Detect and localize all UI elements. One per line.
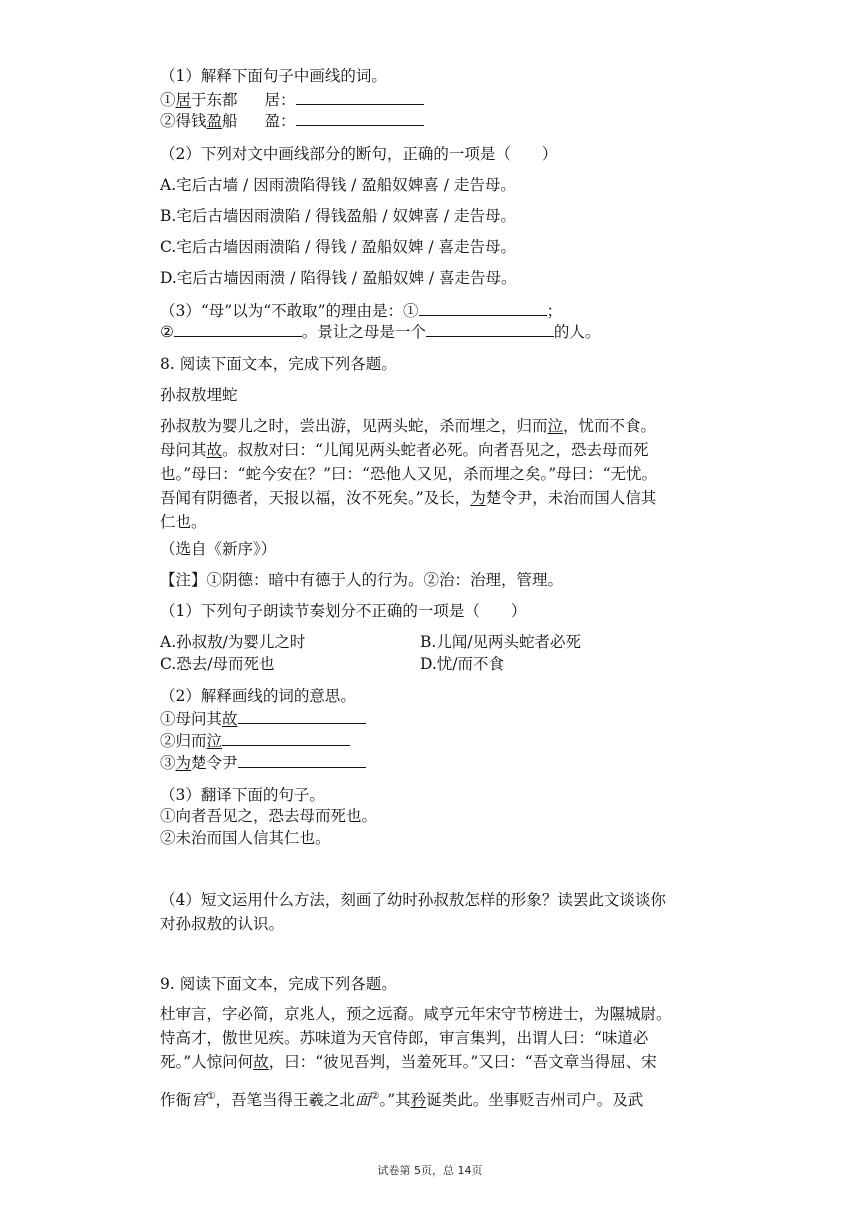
sentence-text: 于东都 — [191, 91, 238, 109]
q7-option-c: C.宅后古墙因雨溃陷 / 得钱 / 盈船奴婢 / 喜走告母。 — [160, 238, 516, 256]
sentence-text: 得钱 — [175, 112, 207, 130]
circled-number: ② — [160, 112, 176, 130]
answer-blank[interactable] — [426, 322, 554, 337]
q7-sub3-line2 — [160, 322, 600, 342]
q9-heading: 9. 阅读下面文本，完成下列各题。 — [160, 975, 397, 993]
q8-translate1: ①向者吾见之，恐去母而死也。 — [160, 807, 378, 825]
sentence-text: ①母问其 — [160, 710, 223, 728]
underlined-word: 故 — [206, 441, 223, 459]
answer-blank[interactable] — [222, 731, 350, 746]
sentence-text: ②归而 — [160, 732, 207, 750]
answer-blank[interactable] — [238, 709, 366, 724]
underlined-word: 矜 — [410, 1091, 427, 1109]
circled-number: ① — [160, 91, 176, 109]
q8-sub4-line2: 对孙叔敖的认识。 — [160, 915, 285, 933]
q8-option-c: C.恐去/母而死也 — [160, 655, 275, 673]
question-text: 。景让之母是一个 — [301, 323, 426, 341]
passage-text: 。叔敖对曰：“儿闻见两头蛇者必死。向者吾见之，恐去母而死 — [222, 441, 649, 459]
q7-sub2-title: （2）下列对文中画线部分的断句，正确的一项是（ ） — [160, 145, 558, 163]
q8-translate2: ②未治而国人信其仁也。 — [160, 829, 331, 847]
underlined-word: 居 — [175, 91, 192, 109]
q8-sub3-title: （3）翻译下面的句子。 — [160, 786, 325, 804]
passage-text: ，吾笔当得王羲之北 — [215, 1091, 356, 1109]
q9-passage-line4 — [160, 1090, 643, 1110]
answer-blank[interactable] — [296, 90, 424, 105]
q8-passage-line2 — [160, 440, 648, 460]
italic-word: 面 — [355, 1091, 371, 1109]
passage-text: 作衙 — [160, 1091, 192, 1109]
sentence-text: 船 — [222, 112, 238, 130]
q8-option-d: D.忧/而不食 — [420, 655, 505, 673]
passage-text: 吾闻有阴德者，天报以福，汝不死矣。”及长， — [160, 489, 471, 507]
q7-sub3-line1 — [160, 301, 562, 321]
q8-option-a: A.孙叔敖/为婴儿之时 — [160, 633, 306, 651]
answer-blank[interactable] — [238, 753, 366, 768]
underlined-word: 泣 — [206, 732, 223, 750]
punctuation: ； — [546, 302, 563, 320]
q8-heading: 8. 阅读下面文本，完成下列各题。 — [160, 355, 397, 373]
passage-text: 死。”人惊问何 — [160, 1053, 254, 1071]
q9-passage-line1: 杜审言，字必简，京兆人，预之远裔。咸亨元年宋守节榜进士，为隰城尉。 — [160, 1005, 672, 1023]
underlined-word: 泣 — [547, 417, 564, 435]
q8-passage-title: 孙叔敖埋蛇 — [160, 386, 238, 404]
q8-passage-line5: 仁也。 — [160, 513, 207, 531]
underlined-word: 为 — [470, 489, 486, 507]
answer-blank[interactable] — [296, 111, 424, 126]
answer-label: 盈： — [264, 112, 296, 130]
q7-option-a: A.宅后古墙 / 因雨溃陷得钱 / 盈船奴婢喜 / 走告母。 — [160, 176, 516, 194]
italic-word: 官 — [191, 1091, 207, 1109]
question-text: （3）“母”以为“不敢取”的理由是：① — [160, 302, 419, 320]
footnote-marker: ② — [370, 1090, 380, 1102]
sentence-text: 楚令尹 — [191, 754, 238, 772]
answer-blank[interactable] — [174, 322, 302, 337]
q8-passage-line3: 也。”母曰：“蛇今安在？”曰：“恐他人又见，杀而埋之矣。”母曰：“无忧。 — [160, 465, 658, 483]
circled-number: ③ — [160, 754, 176, 772]
underlined-word: 盈 — [206, 112, 223, 130]
q8-passage-line1 — [160, 416, 656, 436]
q8-word1 — [160, 709, 366, 729]
question-text: 的人。 — [553, 323, 601, 341]
q8-sub2-title: （2）解释画线的词的意思。 — [160, 687, 356, 705]
answer-label: 居： — [264, 91, 296, 109]
q8-word3 — [160, 753, 366, 773]
passage-text: 楚令尹，未治而国人信其 — [485, 489, 657, 507]
q8-passage-line4 — [160, 488, 656, 508]
q7-sub1-item1 — [160, 90, 424, 110]
underlined-word: 为 — [175, 754, 192, 772]
q8-sub1-title: （1）下列句子朗读节奏划分不正确的一项是（ ） — [160, 602, 527, 620]
q7-option-b: B.宅后古墙因雨溃陷 / 得钱盈船 / 奴婢喜 / 走告母。 — [160, 207, 517, 225]
q9-passage-line2: 恃高才，傲世见疾。苏味道为天官侍郎，审言集判，出谓人曰：“味道必 — [160, 1029, 649, 1047]
answer-blank[interactable] — [419, 301, 547, 316]
q8-source: （选自《新序》） — [160, 540, 277, 558]
passage-text: 。”其 — [379, 1091, 411, 1109]
circled-number: ② — [160, 323, 174, 341]
underlined-word: 故 — [253, 1053, 269, 1071]
passage-text: ，曰：“彼见吾判，当羞死耳。”又曰：“吾文章当得屈、宋 — [268, 1053, 657, 1071]
passage-text: 母问其 — [160, 441, 207, 459]
q7-sub1-title: （1）解释下面句子中画线的词。 — [160, 67, 387, 85]
passage-text: 诞类此。坐事贬吉州司户。及武 — [426, 1091, 644, 1109]
passage-text: ，忧而不食。 — [563, 417, 657, 435]
q9-passage-line3 — [160, 1052, 657, 1072]
footnote-marker: ① — [206, 1090, 216, 1102]
underlined-word: 故 — [222, 710, 238, 728]
page-footer: 试卷第 5页，总 14页 — [377, 1164, 483, 1177]
q8-word2 — [160, 731, 350, 751]
passage-text: 孙叔敖为婴儿之时，尝出游，见两头蛇，杀而埋之，归而 — [160, 417, 548, 435]
q7-option-d: D.宅后古墙因雨溃 / 陷得钱 / 盈船奴婢 / 喜走告母。 — [160, 269, 517, 287]
q7-sub1-item2 — [160, 111, 424, 131]
q8-option-b: B.儿闻/见两头蛇者必死 — [420, 633, 582, 651]
q8-note: 【注】①阴德：暗中有德于人的行为。②治：治理，管理。 — [160, 571, 564, 589]
q8-sub4-line1: （4）短文运用什么方法，刻画了幼时孙叔敖怎样的形象？读罢此文谈谈你 — [160, 891, 666, 909]
